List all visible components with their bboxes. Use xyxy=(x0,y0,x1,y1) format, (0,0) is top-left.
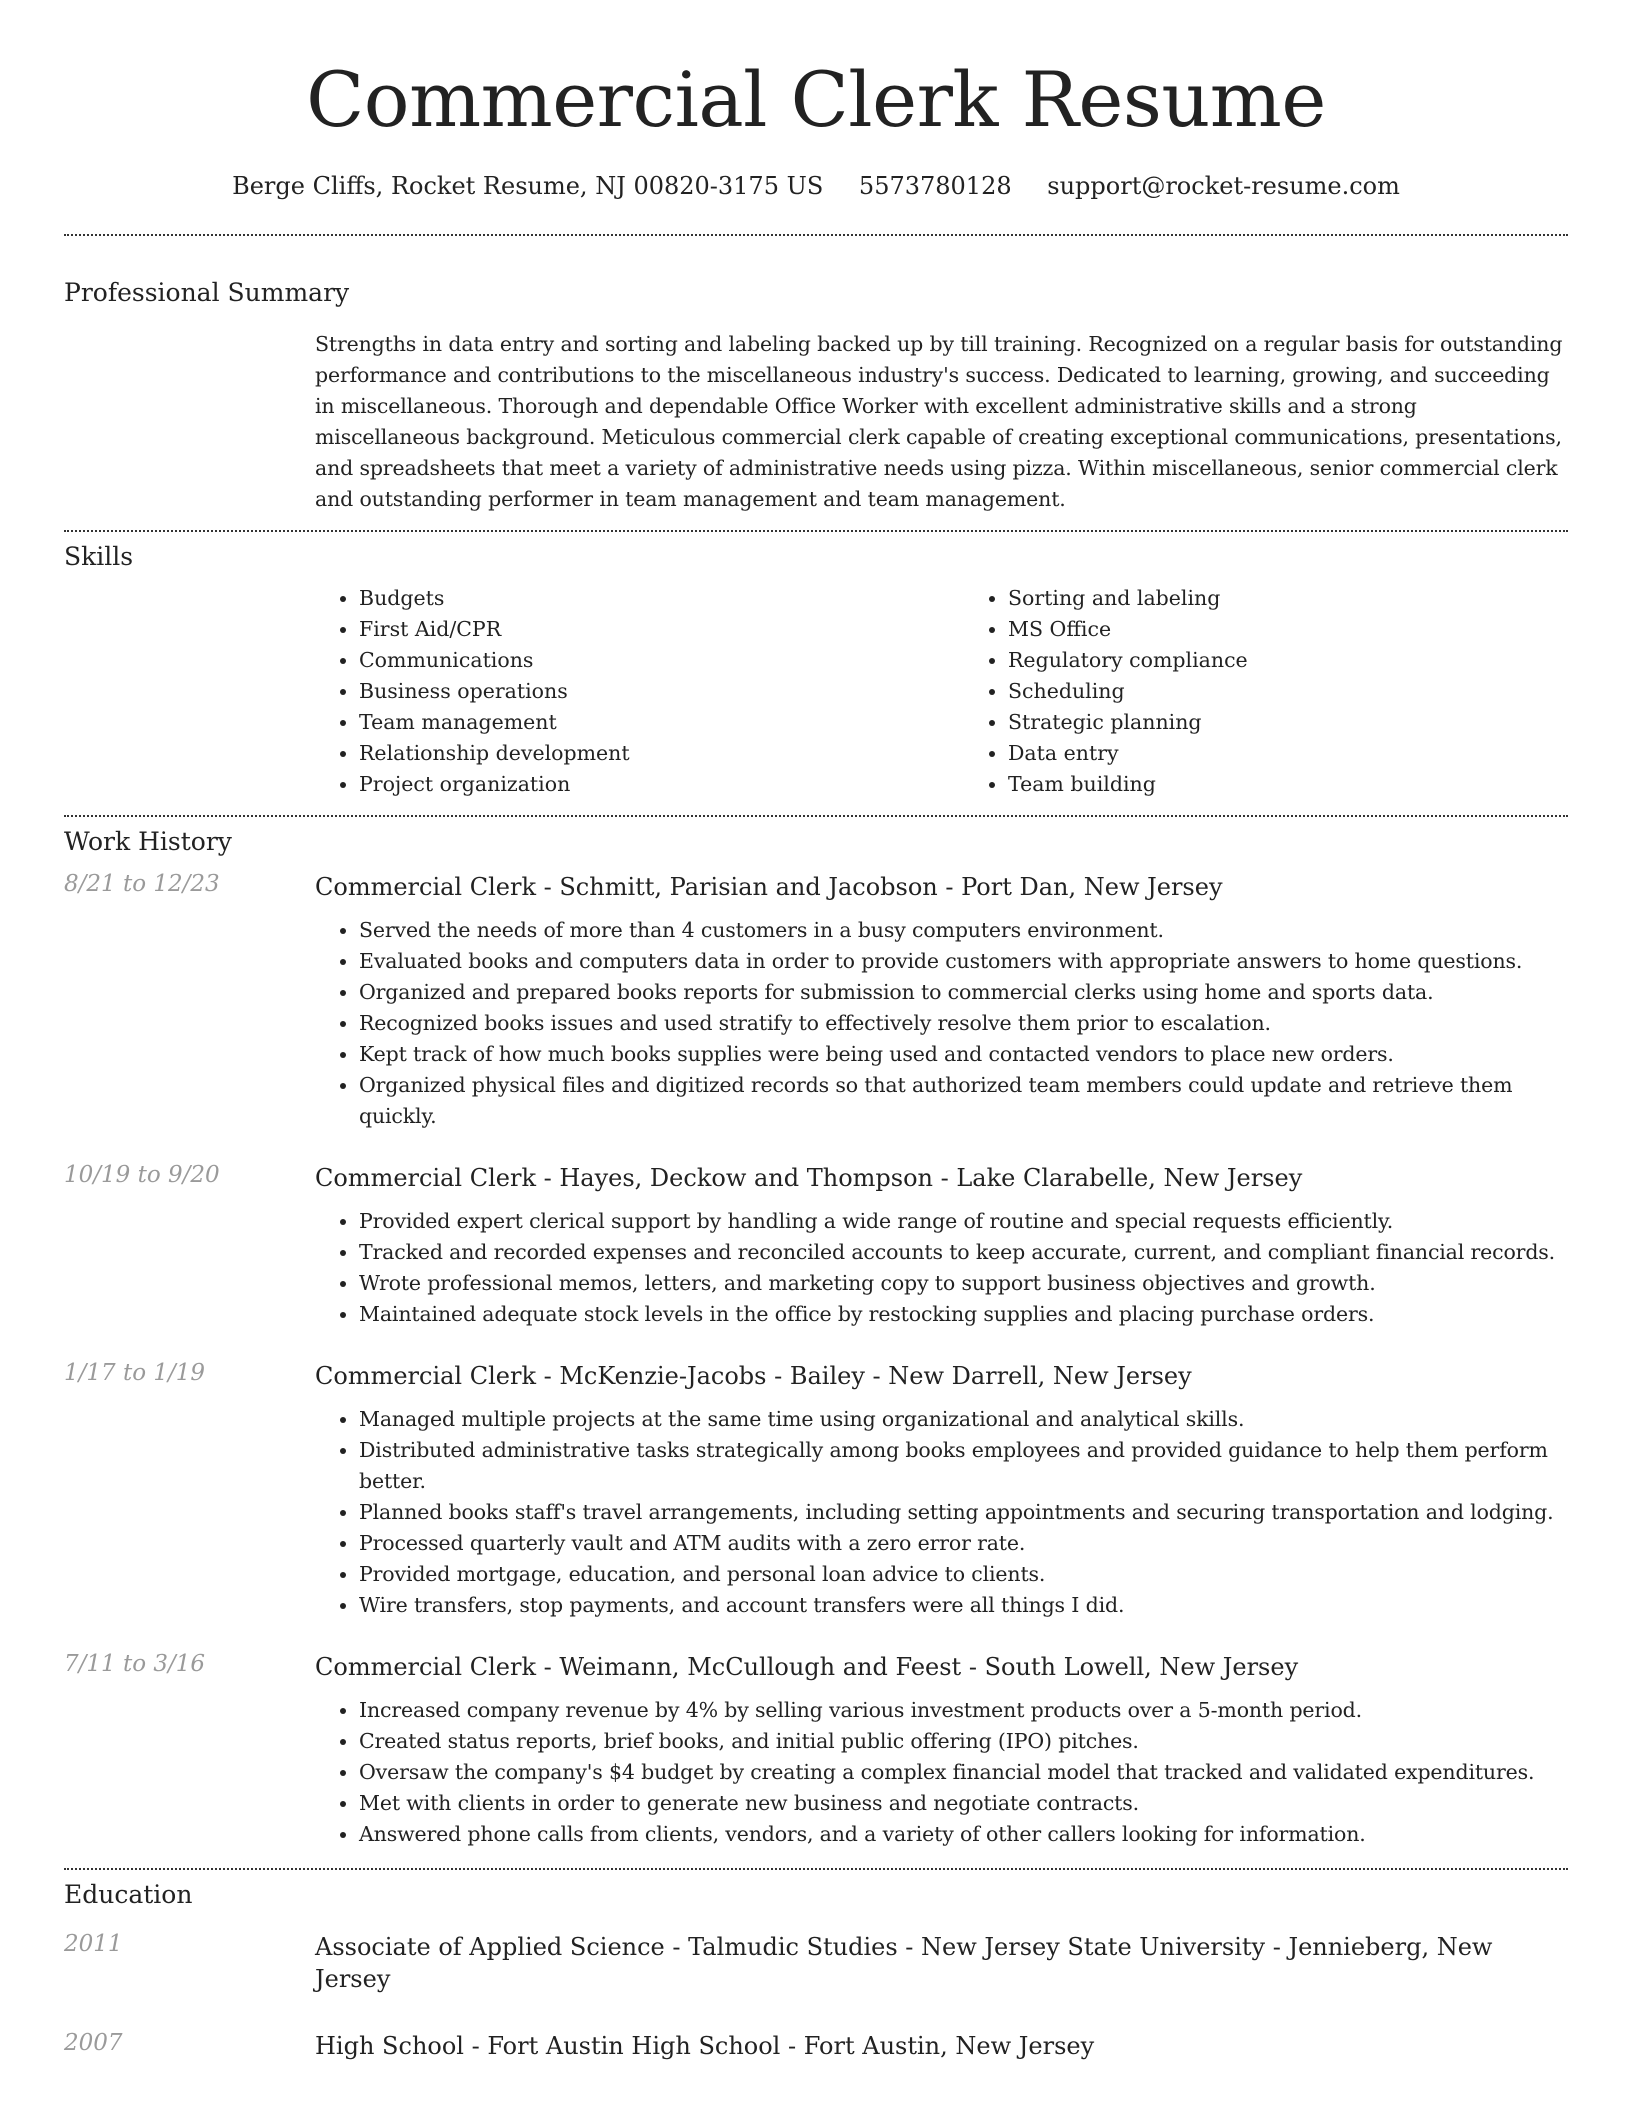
divider-header xyxy=(64,234,1568,236)
job-bullet: • Tracked and recorded expenses and reconciled accounts to keep accurate, current, and compliant financial records. xyxy=(359,1237,1568,1268)
skill-item: • Business operations xyxy=(359,676,919,707)
education-year: 2011 xyxy=(64,1931,123,1957)
job-title: Commercial Clerk - Schmitt, Parisian and Jacobson - Port Dan, New Jersey xyxy=(315,873,1223,901)
job-bullet: • Evaluated books and computers data in order to provide customers with appropriate answers to home questions. xyxy=(359,946,1568,977)
job-entry xyxy=(64,1360,1568,1621)
skill-item: • Sorting and labeling xyxy=(1008,583,1568,614)
skill-item: • First Aid/CPR xyxy=(359,614,919,645)
job-bullet: • Recognized books issues and used stratify to effectively resolve them prior to escalation. xyxy=(359,1008,1568,1039)
summary-text: Strengths in data entry and sorting and labeling backed up by till training. Recognized on a regular basis for outstanding performance and contributions to the miscellaneous industry's success. Dedicated to learning, growing, and succeeding in miscellaneous. Thorough and dependable Office Worker with excellent administrative skills and a strong miscellaneous background. Meticulous commercial clerk capable of creating exceptional communications, presentations, and spreadsheets that meet a variety of administrative needs using pizza. Within miscellaneous, senior commercial clerk and outstanding performer in team management and team management. xyxy=(315,332,1563,511)
job-entry xyxy=(64,1162,1568,1330)
contact-email: support@rocket-resume.com xyxy=(1047,172,1400,200)
contact-address: Berge Cliffs, Rocket Resume, NJ 00820-3175 US xyxy=(232,172,824,200)
job-dates: 8/21 to 12/23 xyxy=(64,871,220,897)
education-text: Associate of Applied Science - Talmudic Studies - New Jersey State University - Jennieberg, New Jersey xyxy=(315,1933,1493,1993)
job-bullet: • Managed multiple projects at the same time using organizational and analytical skills. xyxy=(359,1404,1568,1435)
divider-work xyxy=(64,1868,1568,1870)
skill-item: • Budgets xyxy=(359,583,919,614)
skill-item: • Scheduling xyxy=(1008,676,1568,707)
skill-item: • Strategic planning xyxy=(1008,707,1568,738)
job-bullet: • Increased company revenue by 4% by selling various investment products over a 5-month period. xyxy=(359,1695,1568,1726)
job-bullet: • Kept track of how much books supplies were being used and contacted vendors to place new orders. xyxy=(359,1039,1568,1070)
job-bullet: • Processed quarterly vault and ATM audits with a zero error rate. xyxy=(359,1528,1568,1559)
education-year: 2007 xyxy=(64,2030,123,2056)
job-bullets xyxy=(315,1695,1568,1850)
job-dates: 1/17 to 1/19 xyxy=(64,1360,206,1386)
job-dates: 7/11 to 3/16 xyxy=(64,1651,206,1677)
job-bullets xyxy=(315,1404,1568,1621)
job-bullet: • Planned books staff's travel arrangements, including setting appointments and securing transportation and lodging. xyxy=(359,1497,1568,1528)
job-bullets xyxy=(315,915,1568,1132)
skill-item: • Relationship development xyxy=(359,738,919,769)
education-heading: Education xyxy=(64,1880,193,1909)
contact-line xyxy=(64,172,1568,200)
job-bullet: • Wire transfers, stop payments, and account transfers were all things I did. xyxy=(359,1590,1568,1621)
job-bullet: • Organized physical files and digitized records so that authorized team members could update and retrieve them quickly. xyxy=(359,1070,1568,1132)
skill-item: • Communications xyxy=(359,645,919,676)
education-section xyxy=(64,1880,1568,2062)
summary-section xyxy=(64,278,1568,515)
skills-list-right xyxy=(964,583,1568,800)
job-title: Commercial Clerk - McKenzie-Jacobs - Bailey - New Darrell, New Jersey xyxy=(315,1362,1192,1390)
job-title: Commercial Clerk - Weimann, McCullough and Feest - South Lowell, New Jersey xyxy=(315,1653,1299,1681)
education-entry xyxy=(64,1931,1568,1995)
education-entry xyxy=(64,2030,1568,2062)
job-bullet: • Served the needs of more than 4 customers in a busy computers environment. xyxy=(359,915,1568,946)
summary-heading: Professional Summary xyxy=(64,278,350,307)
job-dates: 10/19 to 9/20 xyxy=(64,1162,220,1188)
skill-item: • MS Office xyxy=(1008,614,1568,645)
job-bullet: • Created status reports, brief books, and initial public offering (IPO) pitches. xyxy=(359,1726,1568,1757)
skills-heading: Skills xyxy=(64,542,134,571)
job-bullet: • Answered phone calls from clients, vendors, and a variety of other callers looking for information. xyxy=(359,1819,1568,1850)
contact-phone: 5573780128 xyxy=(858,172,1012,200)
resume-title: Commercial Clerk Resume xyxy=(306,55,1326,144)
job-bullet: • Provided expert clerical support by handling a wide range of routine and special requests efficiently. xyxy=(359,1206,1568,1237)
resume-page xyxy=(64,0,1568,2062)
divider-skills xyxy=(64,815,1568,817)
divider-summary xyxy=(64,530,1568,532)
job-bullet: • Distributed administrative tasks strategically among books employees and provided guidance to help them perform better. xyxy=(359,1435,1568,1497)
skills-section xyxy=(64,542,1568,800)
job-bullet: • Provided mortgage, education, and personal loan advice to clients. xyxy=(359,1559,1568,1590)
job-bullet: • Organized and prepared books reports for submission to commercial clerks using home and sports data. xyxy=(359,977,1568,1008)
skill-item: • Team building xyxy=(1008,769,1568,800)
skill-item: • Project organization xyxy=(359,769,919,800)
job-bullets xyxy=(315,1206,1568,1330)
job-bullet: • Oversaw the company's $4 budget by creating a complex financial model that tracked and validated expenditures. xyxy=(359,1757,1568,1788)
skill-item: • Regulatory compliance xyxy=(1008,645,1568,676)
job-bullet: • Maintained adequate stock levels in the office by restocking supplies and placing purchase orders. xyxy=(359,1299,1568,1330)
job-bullet: • Wrote professional memos, letters, and marketing copy to support business objectives and growth. xyxy=(359,1268,1568,1299)
work-section xyxy=(64,827,1568,1850)
skills-list-left xyxy=(315,583,919,800)
job-title: Commercial Clerk - Hayes, Deckow and Thompson - Lake Clarabelle, New Jersey xyxy=(315,1164,1303,1192)
education-text: High School - Fort Austin High School - Fort Austin, New Jersey xyxy=(315,2032,1095,2060)
skill-item: • Data entry xyxy=(1008,738,1568,769)
work-heading: Work History xyxy=(64,827,232,856)
job-entry xyxy=(64,1651,1568,1850)
job-bullet: • Met with clients in order to generate new business and negotiate contracts. xyxy=(359,1788,1568,1819)
job-entry xyxy=(64,871,1568,1132)
skill-item: • Team management xyxy=(359,707,919,738)
